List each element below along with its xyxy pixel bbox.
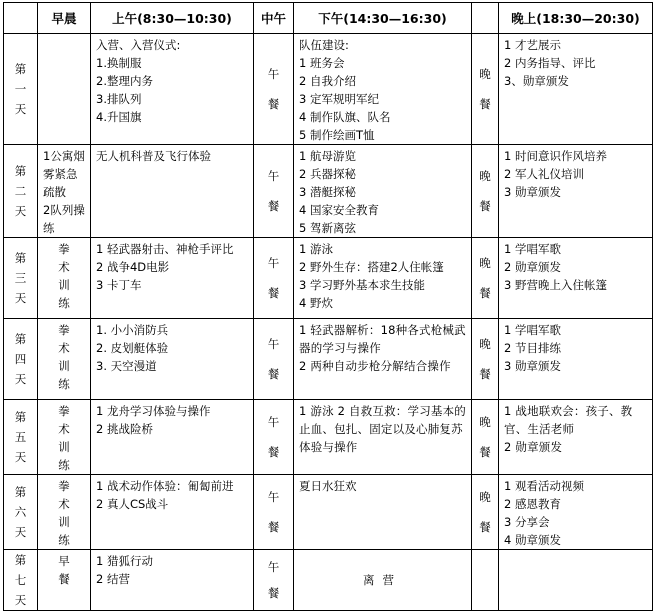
evening-cell-list [499, 475, 652, 549]
list-item: 1 时间意识作风培养 [504, 149, 607, 163]
evening-meal-cell [472, 238, 499, 319]
pm-text: 离营 [363, 573, 402, 587]
morning-cell [38, 34, 91, 145]
noon-meal: 午餐 [267, 490, 280, 534]
list-item: 夏日水狂欢 [299, 479, 357, 493]
morning-cell [38, 475, 91, 550]
am-cell [91, 475, 254, 550]
noon-meal: 午餐 [267, 169, 280, 213]
evening-meal-cell [472, 145, 499, 238]
evening-meal-cell [472, 400, 499, 475]
evening-meal: 晚餐 [479, 490, 491, 534]
list-item: 3 分享会 [504, 515, 550, 529]
noon-meal-cell [254, 550, 294, 611]
pm-cell-list [294, 238, 471, 312]
day-label-cell [4, 238, 38, 319]
evening-cell-list [499, 400, 652, 456]
list-item: 无人机科普及飞行体验 [96, 149, 211, 163]
day-label: 第二天 [14, 164, 27, 218]
am-cell [91, 34, 254, 145]
pm-cell [294, 400, 472, 475]
evening-meal-cell [472, 550, 499, 611]
list-item: 2 野外生存：搭建2人住帐篷 [299, 260, 444, 274]
list-item: 2 挑战险桥 [96, 422, 153, 436]
list-item: 1 学唱军歌 [504, 242, 561, 256]
noon-meal: 午餐 [267, 256, 280, 300]
evening-meal-cell [472, 319, 499, 400]
day-label: 第一天 [14, 62, 27, 116]
header-noon: 中午 [254, 3, 294, 34]
list-item: 2 节目排练 [504, 341, 561, 355]
morning-text: 早餐 [58, 554, 70, 586]
am-cell-list [91, 238, 253, 294]
evening-meal: 晚餐 [479, 256, 491, 300]
list-item: 2.整理内务 [96, 74, 153, 88]
noon-meal: 午餐 [267, 560, 280, 600]
schedule-table [3, 2, 653, 611]
noon-meal-cell [254, 238, 294, 319]
header-morning: 早晨 [38, 3, 91, 34]
am-cell [91, 238, 254, 319]
morning-text: 拳术训练 [58, 404, 70, 472]
noon-meal: 午餐 [267, 67, 280, 111]
evening-cell [499, 34, 653, 145]
list-item: 1 学唱军歌 [504, 323, 561, 337]
list-item: 1 观看活动视频 [504, 479, 584, 493]
list-item: 2 战争4D电影 [96, 260, 170, 274]
day-row [4, 34, 653, 145]
am-cell [91, 145, 254, 238]
list-item: 3 勋章颁发 [504, 359, 561, 373]
am-cell [91, 400, 254, 475]
evening-meal: 晚餐 [479, 415, 491, 459]
list-item: 2队列操练 [43, 203, 85, 235]
pm-cell-list [294, 319, 471, 375]
list-item: 4.升国旗 [96, 110, 142, 124]
list-item: 3 潜艇探秘 [299, 185, 356, 199]
morning-text: 拳术训练 [58, 479, 70, 547]
pm-cell-list [294, 475, 471, 495]
day-label: 第六天 [14, 485, 27, 539]
list-item: 1 战地联欢会：孩子、教官、生活老师 [504, 404, 633, 436]
list-item: 1 班务会 [299, 56, 345, 70]
list-item: 4 国家安全教育 [299, 203, 379, 217]
day-label: 第七天 [14, 553, 27, 607]
list-item: 2 自我介绍 [299, 74, 356, 88]
header-evening: 晚上(18:30—20:30) [499, 3, 653, 34]
list-item: 1 游泳 2 自救互救：学习基本的止血、包扎、固定以及心肺复苏体验与操作 [299, 404, 466, 454]
pm-cell [294, 145, 472, 238]
list-item: 2 感恩教育 [504, 497, 561, 511]
pm-cell-list [294, 145, 471, 237]
day-label-cell [4, 400, 38, 475]
list-item: 2 兵器探秘 [299, 167, 356, 181]
list-item: 5 驾新离弦 [299, 221, 356, 235]
header-day [4, 3, 38, 34]
list-item: 1. 小小消防兵 [96, 323, 169, 337]
list-item: 4 野炊 [299, 296, 333, 310]
day-row [4, 145, 653, 238]
list-item: 3 野营晚上入住帐篷 [504, 278, 607, 292]
list-item: 队伍建设: [299, 38, 349, 52]
am-cell-list [91, 550, 253, 588]
am-cell [91, 550, 254, 611]
list-item: 2 勋章颁发 [504, 440, 563, 454]
morning-list [38, 145, 90, 237]
evening-cell-list [499, 238, 652, 294]
pm-cell-list [294, 400, 471, 456]
list-item: 5 制作绘画T恤 [299, 128, 375, 142]
list-item: 4 制作队旗、队名 [299, 110, 391, 124]
list-item: 1 轻武器解析：18种各式枪械武器的学习与操作 [299, 323, 466, 355]
evening-cell [499, 238, 653, 319]
evening-cell-list [499, 550, 652, 552]
evening-meal-cell [472, 34, 499, 145]
header-am: 上午(8:30—10:30) [91, 3, 254, 34]
list-item: 1.换制服 [96, 56, 142, 70]
day-label-cell [4, 145, 38, 238]
list-item: 1 游泳 [299, 242, 333, 256]
evening-meal: 晚餐 [479, 67, 491, 111]
list-item: 3 卡丁车 [96, 278, 142, 292]
list-item: 3 学习野外基本求生技能 [299, 278, 425, 292]
day-row [4, 319, 653, 400]
am-cell-list [91, 475, 253, 513]
morning-cell [38, 400, 91, 475]
noon-meal-cell [254, 475, 294, 550]
day-label: 第四天 [14, 332, 27, 386]
pm-cell [294, 550, 472, 611]
evening-cell [499, 400, 653, 475]
evening-cell-list [499, 145, 652, 201]
list-item: 2 勋章颁发 [504, 260, 561, 274]
evening-cell [499, 319, 653, 400]
day-row [4, 475, 653, 550]
list-item: 4 勋章颁发 [504, 533, 561, 547]
noon-meal-cell [254, 145, 294, 238]
header-evening-meal [472, 3, 499, 34]
list-item: 入营、入营仪式: [96, 38, 181, 52]
noon-meal: 午餐 [267, 337, 280, 381]
pm-cell [294, 319, 472, 400]
day-row [4, 238, 653, 319]
day-row [4, 550, 653, 611]
list-item: 3、勋章颁发 [504, 74, 569, 88]
pm-cell [294, 238, 472, 319]
am-cell-list [91, 145, 253, 165]
morning-cell [38, 319, 91, 400]
list-item: 3.排队列 [96, 92, 142, 106]
day-label-cell [4, 34, 38, 145]
list-item: 1 猎狐行动 [96, 554, 153, 568]
noon-meal-cell [254, 34, 294, 145]
pm-cell-list [294, 34, 471, 144]
pm-cell [294, 34, 472, 145]
list-item: 1 航母游览 [299, 149, 356, 163]
am-cell-list [91, 400, 253, 438]
list-item: 2 结营 [96, 572, 130, 586]
evening-cell-list [499, 319, 652, 375]
header-row [4, 3, 653, 34]
day-row [4, 400, 653, 475]
list-item: 3 定军规明军纪 [299, 92, 379, 106]
list-item: 3 勋章颁发 [504, 185, 561, 199]
list-item: 2 军人礼仪培训 [504, 167, 584, 181]
evening-meal: 晚餐 [479, 169, 491, 213]
list-item: 2 内务指导、评比 [504, 56, 596, 70]
day-label: 第三天 [14, 251, 27, 305]
am-cell-list [91, 34, 253, 126]
am-cell-list [91, 319, 253, 375]
am-cell [91, 319, 254, 400]
list-item: 1 战术动作体验：匍匐前进 [96, 479, 234, 493]
evening-cell [499, 145, 653, 238]
list-item: 2. 皮划艇体验 [96, 341, 169, 355]
evening-meal: 晚餐 [479, 337, 491, 381]
list-item: 1 才艺展示 [504, 38, 561, 52]
evening-cell-list [499, 34, 652, 90]
noon-meal-cell [254, 400, 294, 475]
evening-cell [499, 475, 653, 550]
day-label-cell [4, 550, 38, 611]
morning-cell [38, 238, 91, 319]
noon-meal: 午餐 [267, 415, 280, 459]
list-item: 2 两种自动步枪分解结合操作 [299, 359, 451, 373]
header-pm: 下午(14:30—16:30) [294, 3, 472, 34]
list-item: 1 龙舟学习体验与操作 [96, 404, 211, 418]
morning-cell [38, 145, 91, 238]
day-label-cell [4, 319, 38, 400]
pm-cell [294, 475, 472, 550]
list-item: 1 轻武器射击、神枪手评比 [96, 242, 234, 256]
morning-text: 拳术训练 [58, 242, 70, 310]
day-label-cell [4, 475, 38, 550]
noon-meal-cell [254, 319, 294, 400]
list-item: 1公寓烟雾紧急疏散 [43, 149, 85, 199]
evening-meal-cell [472, 475, 499, 550]
evening-cell [499, 550, 653, 611]
morning-cell [38, 550, 91, 611]
list-item: 2 真人CS战斗 [96, 497, 169, 511]
day-label: 第五天 [14, 410, 27, 464]
morning-text: 拳术训练 [58, 323, 70, 391]
list-item: 3. 天空漫道 [96, 359, 157, 373]
